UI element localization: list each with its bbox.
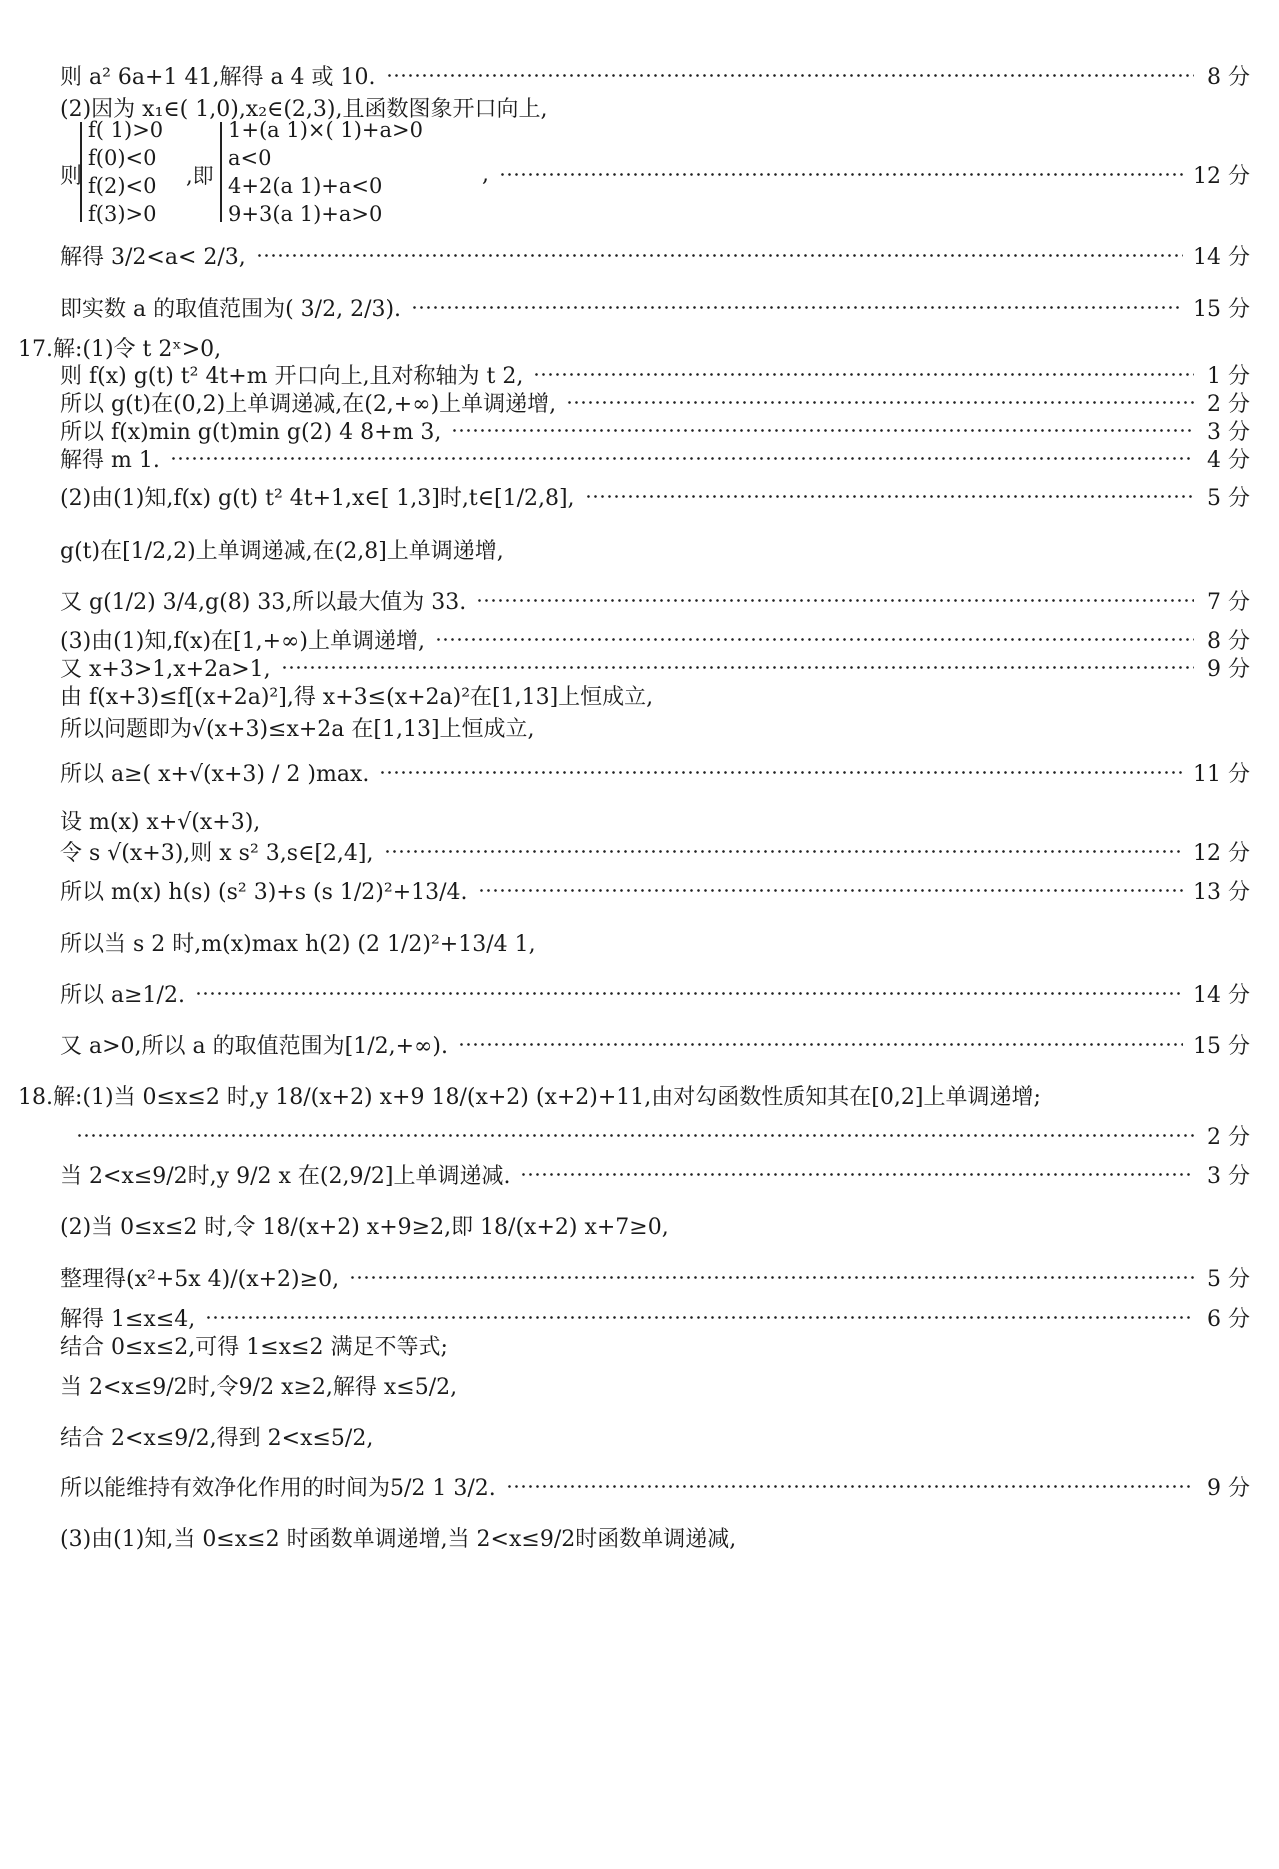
line-18-3 <box>60 1208 1250 1242</box>
score: 9 分 <box>1207 656 1250 682</box>
leader-dots <box>205 1316 1194 1319</box>
line-text: 解得 m 1. <box>60 447 160 473</box>
line-18-1 <box>76 1118 1250 1152</box>
leader-dots <box>499 173 1183 176</box>
system-right-2: a<0 <box>228 146 272 170</box>
leader-dots <box>478 889 1183 892</box>
line-18-2 <box>60 1157 1250 1191</box>
line-text: 则 a² 6a+1 41,解得 a 4 或 10. <box>60 64 376 90</box>
system-mid: ,即 <box>186 164 214 188</box>
score: 14 分 <box>1193 244 1250 270</box>
leader-dots <box>170 457 1194 460</box>
line-text: 所以 m(x) h(s) (s² 3)+s (s 1/2)²+13/4. <box>60 879 468 905</box>
line-text: 设 m(x) x+√(x+3), <box>60 809 261 835</box>
line-text: 当 2<x≤9/2时,令9/2 x≥2,解得 x≤5/2, <box>60 1374 458 1400</box>
leader-dots <box>76 1134 1194 1137</box>
line-16-c <box>60 238 1250 272</box>
line-17-12 <box>60 755 1250 789</box>
score: 9 分 <box>1207 1475 1250 1501</box>
score: 5 分 <box>1207 1266 1250 1292</box>
score: 13 分 <box>1193 879 1250 905</box>
line-text: (2)因为 x₁∈( 1,0),x₂∈(2,3),且函数图象开口向上, <box>60 96 548 122</box>
line-text: 17.解:(1)令 t 2ˣ>0, <box>18 336 222 362</box>
line-17-6 <box>60 532 1250 566</box>
line-text: 令 s √(x+3),则 x s² 3,s∈[2,4], <box>60 840 374 866</box>
line-17-16 <box>60 925 1250 959</box>
line-text: 又 a>0,所以 a 的取值范围为[1/2,+∞). <box>60 1033 448 1059</box>
score: 4 分 <box>1207 447 1250 473</box>
line-text: 又 g(1/2) 3/4,g(8) 33,所以最大值为 33. <box>60 589 467 615</box>
score: 14 分 <box>1193 982 1250 1008</box>
leader-dots <box>195 992 1183 995</box>
line-text: 即实数 a 的取值范围为( 3/2, 2/3). <box>60 296 402 322</box>
leader-dots <box>256 254 1183 257</box>
line-17-7 <box>60 583 1250 617</box>
line-text: 结合 2<x≤9/2,得到 2<x≤5/2, <box>60 1425 374 1451</box>
line-16-d <box>60 290 1250 324</box>
score: 8 分 <box>1207 64 1250 90</box>
leader-dots <box>566 401 1194 404</box>
score: 6 分 <box>1207 1306 1250 1332</box>
system-left-4: f(3)>0 <box>88 202 157 226</box>
leader-dots <box>476 599 1194 602</box>
line-17-17 <box>60 976 1250 1010</box>
right-brace <box>220 122 222 222</box>
leader-dots <box>451 429 1194 432</box>
left-brace <box>80 122 82 222</box>
system-tail: , <box>482 161 490 187</box>
system-left-3: f(2)<0 <box>88 174 157 198</box>
system-right-4: 9+3(a 1)+a>0 <box>228 202 383 226</box>
score: 7 分 <box>1207 589 1250 615</box>
score: 5 分 <box>1207 485 1250 511</box>
line-text: 整理得(x²+5x 4)/(x+2)≥0, <box>60 1266 340 1292</box>
line-text: 所以能维持有效净化作用的时间为5/2 1 3/2. <box>60 1475 496 1501</box>
line-text: 所以当 s 2 时,m(x)max h(2) (2 1/2)²+13/4 1, <box>60 931 536 957</box>
line-text: 当 2<x≤9/2时,y 9/2 x 在(2,9/2]上单调递减. <box>60 1163 511 1189</box>
system-left-1: f( 1)>0 <box>88 118 164 142</box>
line-text: 则 <box>60 163 83 189</box>
line-text: (2)由(1)知,f(x) g(t) t² 4t+1,x∈[ 1,3]时,t∈[1/2,8], <box>60 485 575 511</box>
line-17-4 <box>60 441 1250 475</box>
system-right-3: 4+2(a 1)+a<0 <box>228 174 383 198</box>
line-17-11 <box>60 710 1250 744</box>
line-text: 所以 a≥1/2. <box>60 982 185 1008</box>
line-text: 则 f(x) g(t) t² 4t+m 开口向上,且对称轴为 t 2, <box>60 363 524 389</box>
line-17-5 <box>60 479 1250 513</box>
leader-dots <box>386 74 1194 77</box>
line-18-6 <box>60 1328 1250 1362</box>
line-text: 所以 f(x)min g(t)min g(2) 4 8+m 3, <box>60 419 442 445</box>
score: 15 分 <box>1193 1033 1250 1059</box>
leader-dots <box>281 666 1194 669</box>
line-text: (3)由(1)知,f(x)在[1,+∞)上单调递增, <box>60 628 425 654</box>
leader-dots <box>349 1276 1194 1279</box>
system-left-2: f(0)<0 <box>88 146 157 170</box>
score: 3 分 <box>1207 1163 1250 1189</box>
line-18-4 <box>60 1260 1250 1294</box>
line-text: 所以 g(t)在(0,2)上单调递减,在(2,+∞)上单调递增, <box>60 391 557 417</box>
score: 8 分 <box>1207 628 1250 654</box>
leader-dots <box>384 850 1183 853</box>
line-text: 结合 0≤x≤2,可得 1≤x≤2 满足不等式; <box>60 1334 448 1360</box>
line-text: 18.解:(1)当 0≤x≤2 时,y 18/(x+2) x+9 18/(x+2) (x+2)+11,由对勾函数性质知其在[0,2]上单调递增; <box>18 1084 1041 1110</box>
score: 15 分 <box>1193 296 1250 322</box>
line-18-head <box>18 1078 1250 1112</box>
score: 3 分 <box>1207 419 1250 445</box>
line-text: (2)当 0≤x≤2 时,令 18/(x+2) x+9≥2,即 18/(x+2) x+7≥0, <box>60 1214 669 1240</box>
score: 2 分 <box>1207 1124 1250 1150</box>
line-16-a <box>60 58 1250 92</box>
score: 12 分 <box>1193 163 1250 189</box>
line-18-7 <box>60 1368 1250 1402</box>
line-18-8 <box>60 1419 1250 1453</box>
leader-dots <box>379 771 1183 774</box>
line-17-18 <box>60 1027 1250 1061</box>
line-18-9 <box>60 1469 1250 1503</box>
system-right-1: 1+(a 1)×( 1)+a>0 <box>228 118 423 142</box>
score: 2 分 <box>1207 391 1250 417</box>
leader-dots <box>458 1043 1183 1046</box>
line-17-15 <box>60 873 1250 907</box>
leader-dots <box>411 306 1183 309</box>
line-17-10 <box>60 678 1250 712</box>
line-text: 所以问题即为√(x+3)≤x+2a 在[1,13]上恒成立, <box>60 716 535 742</box>
leader-dots <box>435 638 1194 641</box>
line-17-13 <box>60 803 1250 837</box>
line-text: (3)由(1)知,当 0≤x≤2 时函数单调递增,当 2<x≤9/2时函数单调递减, <box>60 1526 737 1552</box>
leader-dots <box>585 495 1194 498</box>
score: 1 分 <box>1207 363 1250 389</box>
line-text: 又 x+3>1,x+2a>1, <box>60 656 271 682</box>
line-text: 解得 3/2<a< 2/3, <box>60 244 246 270</box>
line-text: 由 f(x+3)≤f[(x+2a)²],得 x+3≤(x+2a)²在[1,13]上恒成立, <box>60 684 654 710</box>
leader-dots <box>506 1485 1194 1488</box>
leader-dots <box>520 1173 1194 1176</box>
score: 11 分 <box>1193 761 1250 787</box>
line-17-14 <box>60 834 1250 868</box>
line-text: 解得 1≤x≤4, <box>60 1306 196 1332</box>
line-text: g(t)在[1/2,2)上单调递减,在(2,8]上单调递增, <box>60 538 504 564</box>
line-text: 所以 a≥( x+√(x+3) / 2 )max. <box>60 761 370 787</box>
line-18-10 <box>60 1520 1250 1554</box>
leader-dots <box>533 373 1194 376</box>
score: 12 分 <box>1193 840 1250 866</box>
